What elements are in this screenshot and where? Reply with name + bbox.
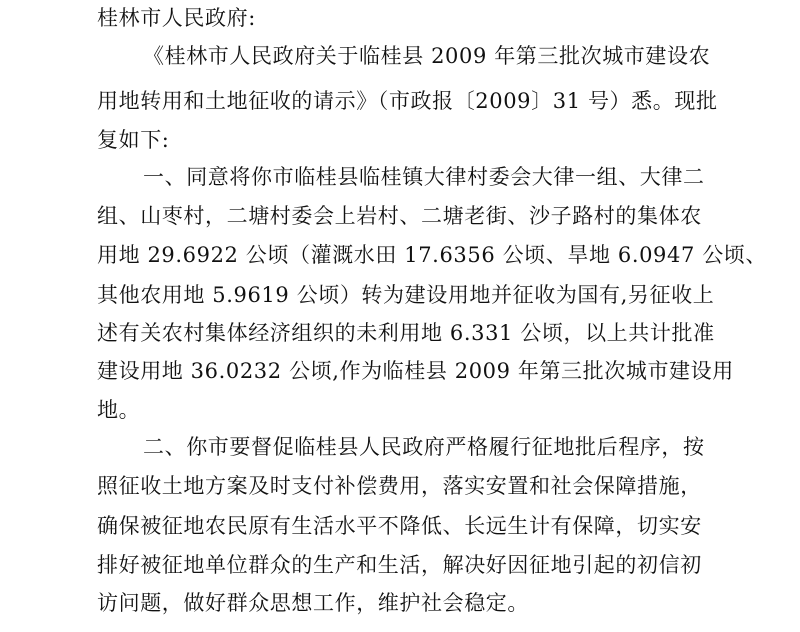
body-line: 用地转用和土地征收的请示》（市政报〔2009〕31 号）悉。现批 bbox=[97, 89, 718, 113]
body-line: 《桂林市人民政府关于临桂县 2009 年第三批次城市建设农 bbox=[143, 44, 711, 68]
item-one-line: 一、同意将你市临桂县临桂镇大律村委会大律一组、大律二 bbox=[143, 165, 705, 189]
body-line: 确保被征地农民原有生活水平不降低、长远生计有保障，切实安 bbox=[97, 514, 702, 538]
body-line: 其他农用地 5.9619 公顷）转为建设用地并征收为国有,另征收上 bbox=[97, 283, 715, 307]
body-line: 地。 bbox=[97, 398, 141, 422]
body-line: 组、山枣村，二塘村委会上岩村、二塘老街、沙子路村的集体农 bbox=[97, 204, 702, 228]
body-line: 述有关农村集体经济组织的未利用地 6.331 公顷，以上共计批准 bbox=[97, 321, 715, 345]
body-line: 建设用地 36.0232 公顷,作为临桂县 2009 年第三批次城市建设用 bbox=[97, 359, 734, 383]
body-line: 照征收土地方案及时支付补偿费用，落实安置和社会保障措施， bbox=[97, 474, 702, 498]
salutation-line: 桂林市人民政府: bbox=[97, 6, 256, 30]
body-line: 排好被征地单位群众的生产和生活，解决好因征地引起的初信初 bbox=[97, 553, 702, 577]
body-line: 复如下: bbox=[97, 128, 170, 152]
body-line: 访问题，做好群众思想工作，维护社会稳定。 bbox=[97, 591, 529, 615]
item-two-line: 二、你市要督促临桂县人民政府严格履行征地批后程序，按 bbox=[143, 435, 705, 459]
body-line: 用地 29.6922 公顷（灌溉水田 17.6356 公顷、旱地 6.0947 公顷、 bbox=[97, 243, 768, 267]
